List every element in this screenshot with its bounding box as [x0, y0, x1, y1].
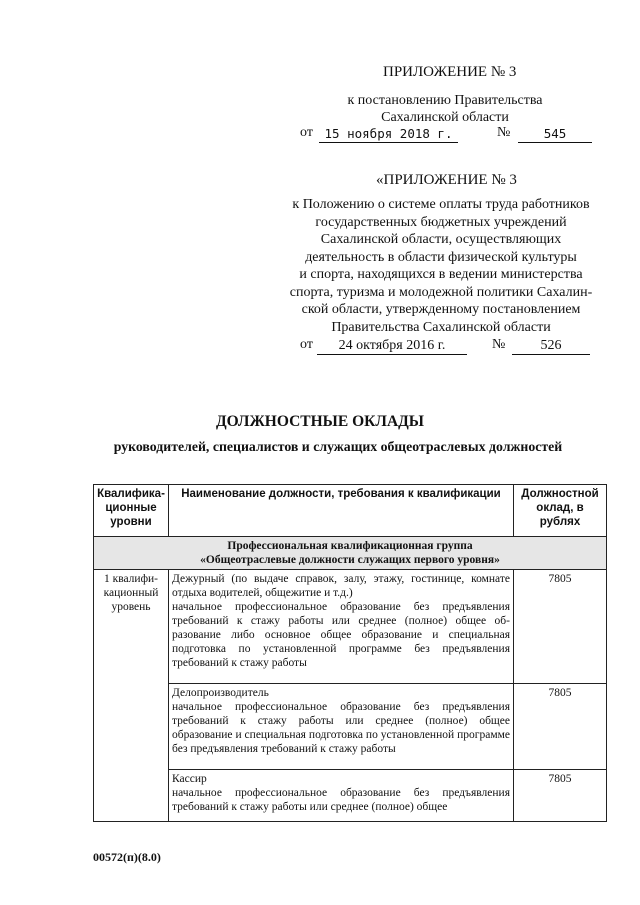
header-salary-line: оклад, в рублях [536, 502, 584, 528]
header-salary [514, 485, 607, 537]
position-requirements: начальное профессиональное образование без предъявления требований к стажу работы или среднее (полное) общее [172, 787, 510, 813]
form-code: 00572(п)(8.0) [93, 850, 161, 864]
table-row [94, 570, 607, 684]
regulation-line: Правительства Сахалинской области [331, 319, 551, 335]
decree-date: 15 ноября 2018 г. [319, 125, 458, 143]
document-title: ДОЛЖНОСТНЫЕ ОКЛАДЫ [215, 413, 425, 430]
regulation-text [270, 196, 612, 336]
position-cell [169, 570, 514, 684]
regulation-number: 526 [512, 337, 590, 355]
header-level-line: Квалифика- [97, 488, 165, 500]
to-decree-line: к постановлению Правительства [347, 93, 543, 108]
regulation-line: к Положению о системе оплаты труда работников [292, 197, 590, 212]
decree-number: 545 [518, 125, 592, 143]
salary-cell: 7805 [514, 570, 607, 684]
salary-cell: 7805 [514, 770, 607, 822]
number-label: № [497, 125, 511, 140]
position-cell [169, 684, 514, 770]
header-salary-line: Должностной [521, 488, 599, 500]
header-level-line: уровни [110, 516, 152, 528]
group-cell [94, 537, 607, 570]
position-requirements: начальное профессиональное образование без предъявления требований к стажу работы или среднее (полное) общее об-разование либо основное общее образование и специальная подготовка по установленной программе без предъявления требований к стажу работы [172, 601, 510, 669]
regulation-line: спорта, туризма и молодежной политики Сахалин- [289, 284, 593, 300]
level-line: кационный [103, 587, 159, 599]
from-label: от [300, 337, 313, 352]
to-decree-line: Сахалинской области [381, 110, 509, 125]
document-subtitle-text: руководителей, специалистов и служащих общеотраслевых должностей [113, 439, 563, 454]
regulation-line: ской области, утвержденному постановлением [301, 302, 581, 317]
number-label: № [492, 337, 506, 352]
level-line: 1 квалифи- [103, 573, 159, 585]
level-line: уровень [111, 601, 151, 613]
level-cell [94, 570, 169, 822]
header-level-line: ционные [105, 502, 157, 514]
regulation-line: Сахалинской области, осуществляющих [320, 232, 562, 247]
inner-appendix-title: «ПРИЛОЖЕНИЕ № 3 [376, 172, 517, 188]
position-name: Дежурный (по выдаче справок, залу, этажу, гостинице, комнате отдыха водителей, общежитие и т.д.) [172, 573, 510, 599]
position-name: Кассир [172, 773, 207, 785]
regulation-date: 24 октября 2016 г. [317, 337, 467, 355]
regulation-line: и спорта, находящихся в ведении министерства [299, 267, 583, 282]
group-title: Профессиональная квалификационная группа [227, 540, 473, 552]
table-row [94, 684, 607, 770]
regulation-line: деятельность в области физической культуры [305, 249, 577, 265]
table-header-row [94, 485, 607, 537]
position-requirements: начальное профессиональное образование без предъявления требований к стажу работы или среднее (полное) общее образование и специальная подготовка по установленной программе без предъявления требований к стажу работы [172, 701, 510, 755]
regulation-line: государственных бюджетных учреждений [315, 214, 567, 230]
group-row [94, 537, 607, 570]
salary-table [93, 484, 607, 822]
position-name: Делопроизводитель [172, 687, 269, 699]
to-decree-text [335, 92, 555, 126]
position-cell [169, 770, 514, 822]
header-level [94, 485, 169, 537]
document-subtitle [0, 439, 640, 455]
header-position: Наименование должности, требования к квалификации [169, 485, 514, 537]
from-label: от [300, 125, 313, 140]
table-row [94, 770, 607, 822]
group-name: «Общеотраслевые должности служащих первого уровня» [200, 554, 500, 566]
appendix-title: ПРИЛОЖЕНИЕ № 3 [383, 64, 517, 80]
salary-cell: 7805 [514, 684, 607, 770]
